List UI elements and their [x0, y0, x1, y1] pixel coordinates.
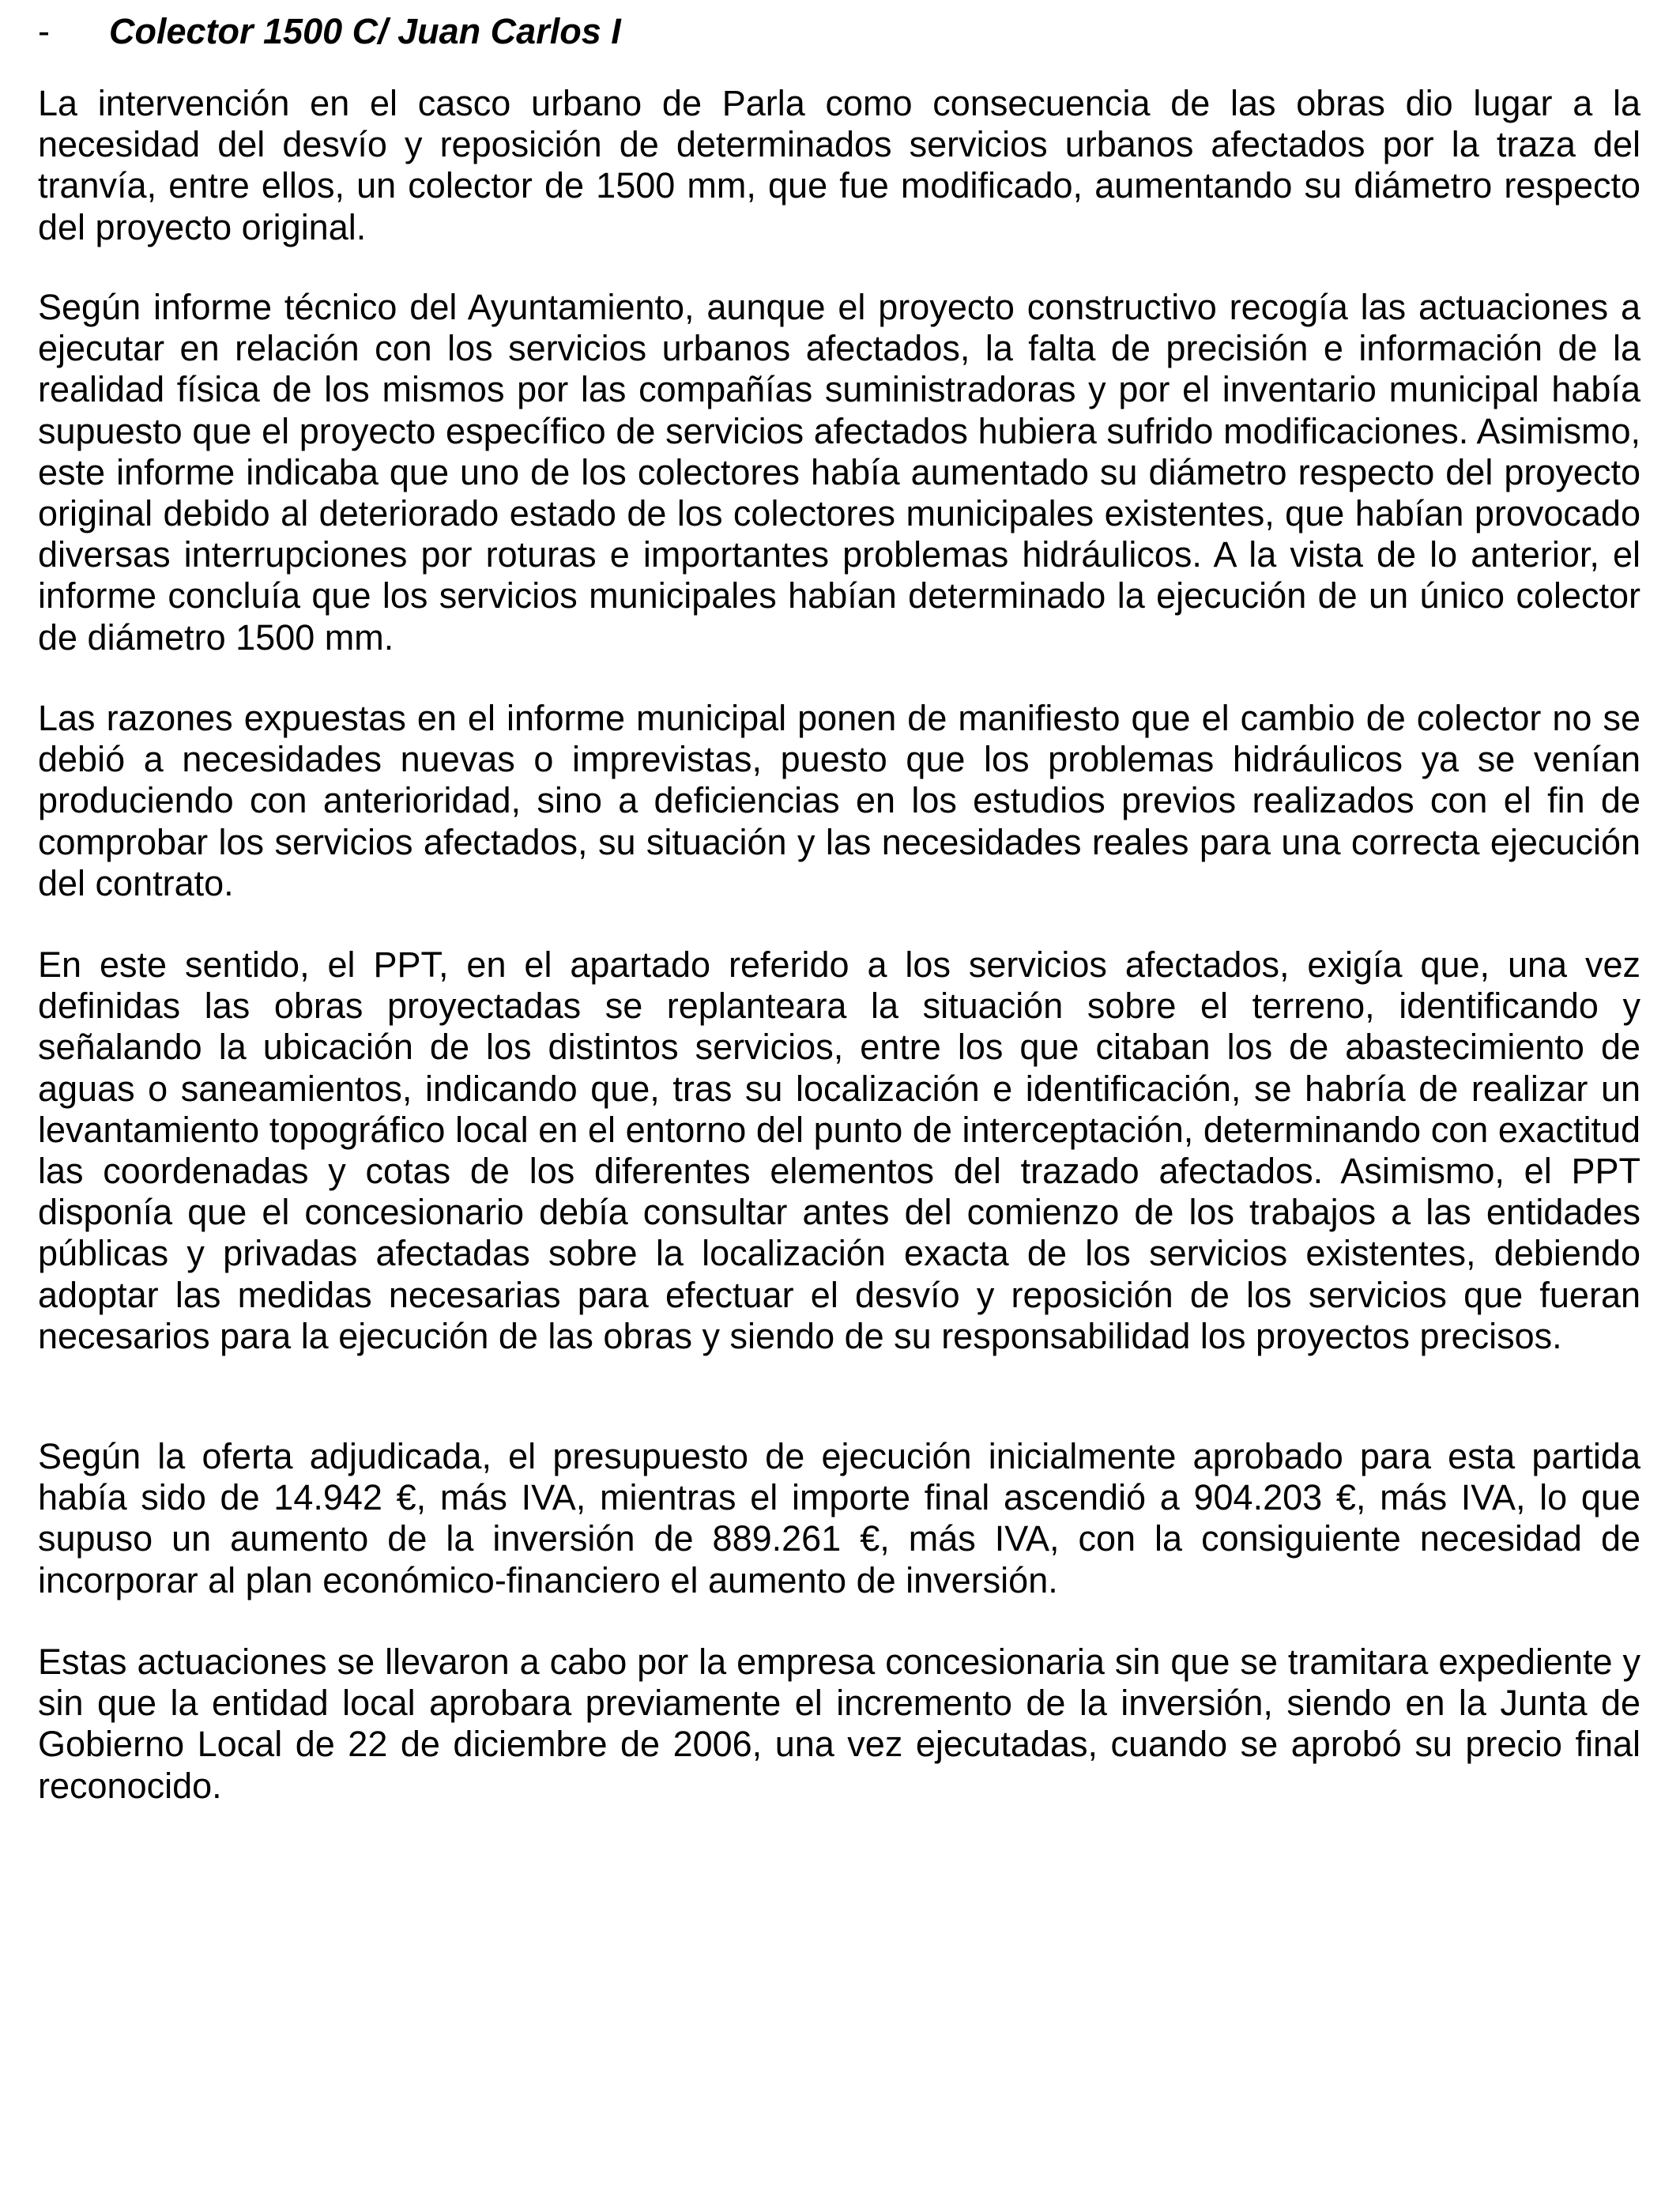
- heading-title: Colector 1500 C/ Juan Carlos I: [109, 11, 621, 51]
- paragraph-razones: Las razones expuestas en el informe municipal ponen de manifiesto que el cambio de colector no se debió a necesidades nuevas o imprevistas, puesto que los problemas hidráulicos ya se venían produciendo con anterioridad, sino a deficiencias en los estudios previos realizados con el fin de comprobar los servicios afectados, su situación y las necesidades reales para una correcta ejecución del contrato.: [38, 698, 1640, 903]
- paragraph-intervencion: La intervención en el casco urbano de Parla como consecuencia de las obras dio lugar a la necesidad del desvío y reposición de determinados servicios urbanos afectados por la traza del tranvía, entre ellos, un colector de 1500 mm, que fue modificado, aumentando su diámetro respecto del proyecto original.: [38, 83, 1640, 247]
- paragraph-ppt: En este sentido, el PPT, en el apartado referido a los servicios afectados, exigía que, una vez definidas las obras proyectadas se replanteara la situación sobre el terreno, identificando y señalando la ubicación de los distintos servicios, entre los que citaban los de abastecimiento de aguas o saneamientos, indicando que, tras su localización e identificación, se habría de realizar un levantamiento topográfico local en el entorno del punto de interceptación, determinando con exactitud las coordenadas y cotas de los diferentes elementos del trazado afectados. Asimismo, el PPT disponía que el concesionario debía consultar antes del comienzo de los trabajos a las entidades públicas y privadas afectadas sobre la localización exacta de los servicios existentes, debiendo adoptar las medidas necesarias para efectuar el desvío y reposición de los servicios que fueran necesarios para la ejecución de las obras y siendo de su responsabilidad los proyectos precisos.: [38, 944, 1640, 1356]
- section-heading: [38, 8, 1640, 55]
- paragraph-presupuesto: Según la oferta adjudicada, el presupuesto de ejecución inicialmente aprobado para esta partida había sido de 14.942 €, más IVA, mientras el importe final ascendió a 904.203 €, más IVA, lo que supuso un aumento de la inversión de 889.261 €, más IVA, con la consiguiente necesidad de incorporar al plan económico-financiero el aumento de inversión.: [38, 1436, 1640, 1600]
- heading-bullet: -: [38, 11, 50, 51]
- paragraph-actuaciones: Estas actuaciones se llevaron a cabo por la empresa concesionaria sin que se tramitara expediente y sin que la entidad local aprobara previamente el incremento de la inversión, siendo en la Junta de Gobierno Local de 22 de diciembre de 2006, una vez ejecutadas, cuando se aprobó su precio final reconocido.: [38, 1642, 1640, 1806]
- paragraph-informe-tecnico: Según informe técnico del Ayuntamiento, aunque el proyecto constructivo recogía las actuaciones a ejecutar en relación con los servicios urbanos afectados, la falta de precisión e información de la realidad física de los mismos por las compañías suministradoras y por el inventario municipal había supuesto que el proyecto específico de servicios afectados hubiera sufrido modificaciones. Asimismo, este informe indicaba que uno de los colectores había aumentado su diámetro respecto del proyecto original debido al deteriorado estado de los colectores municipales existentes, que habían provocado diversas interrupciones por roturas e importantes problemas hidráulicos. A la vista de lo anterior, el informe concluía que los servicios municipales habían determinado la ejecución de un único colector de diámetro 1500 mm.: [38, 287, 1640, 658]
